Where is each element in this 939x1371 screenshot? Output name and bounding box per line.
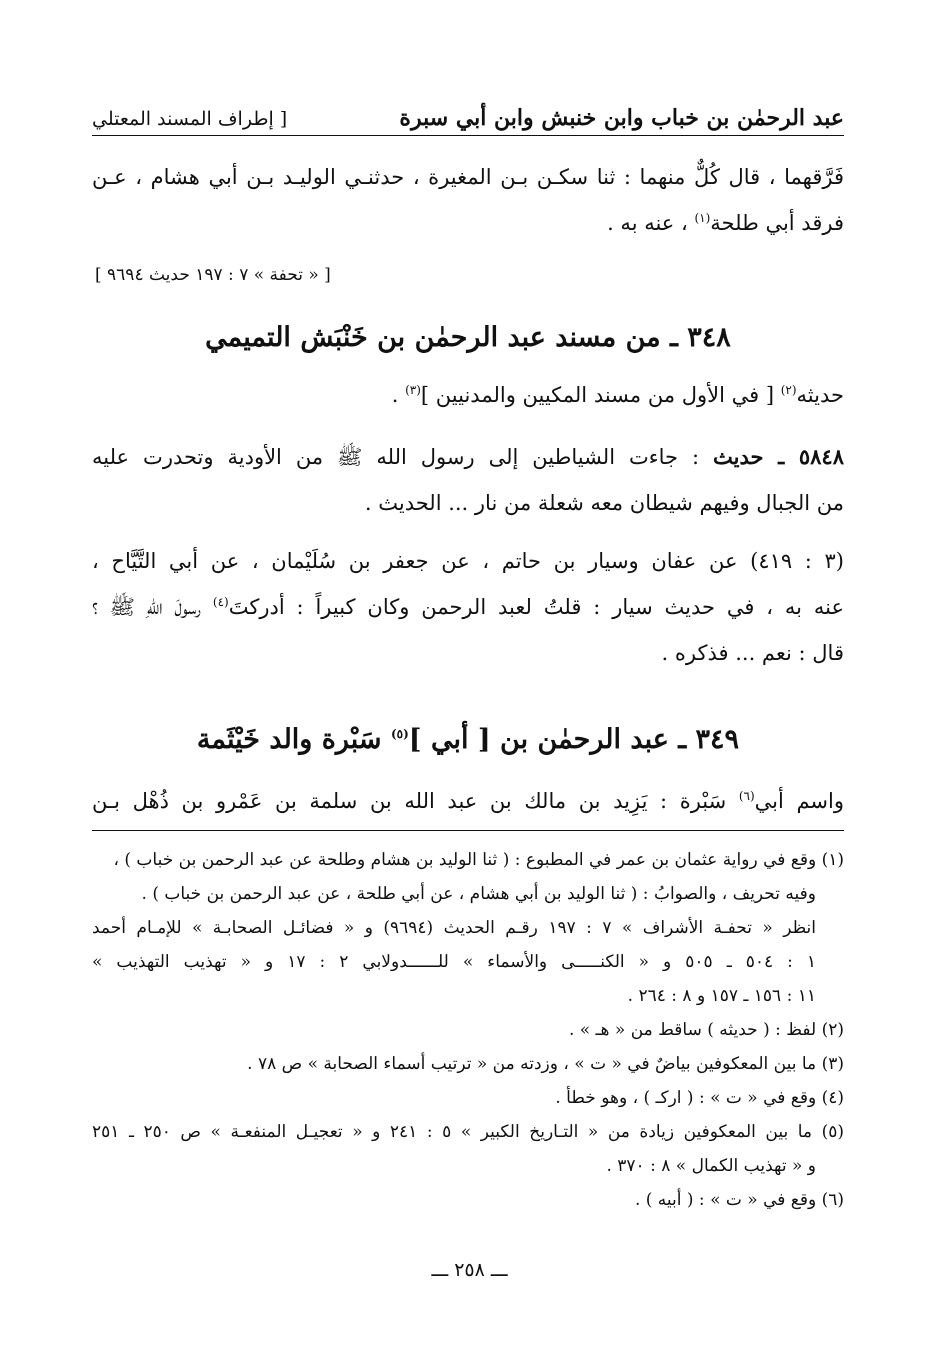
page-number: ـــ ٢٥٨ ـــ [431, 1259, 508, 1281]
intro-line-2-end: ، عنه به . [607, 211, 695, 235]
tuhfa-reference: [ « تحفة » ٧ : ١٩٧ حديث ٩٦٩٤ ] [95, 265, 331, 285]
note-text-c: . [391, 383, 406, 407]
footnote-ref-2: (٢) [780, 383, 797, 397]
footnote-line: وفيه تحريف ، والصوابُ : ( ثنا الوليد بن أبي هشام ، عن أبي طلحة ، عن عبد الرحمن بن خباب ) . [141, 884, 816, 904]
section-348-heading: ٣٤٨ ـ من مسند عبد الرحمٰن بن خَنْبَش التميمي [205, 322, 731, 353]
footnotes [92, 843, 844, 1217]
intro-line-2 [92, 200, 844, 246]
footnote-line: (١) وقع في رواية عثمان بن عمر في المطبوع : ( ثنا الوليد بن هشام وطلحة عن عبد الرحمن بن خباب ) ، [113, 850, 844, 870]
footnote-line: (٣) ما بين المعكوفين بياضٌ في « ت » ، وزدته من « ترتيب أسماء الصحابة » ص ٧٨ . [247, 1054, 844, 1074]
footnote-ref-3: (٣) [405, 383, 421, 397]
section-349-heading [92, 720, 844, 760]
chain-line-3: قال : نعم ... فذكره . [661, 641, 844, 665]
footnote-ref-4: (٤) [212, 595, 229, 609]
running-header [92, 103, 844, 136]
section-349-line-b: سَبْرة : يَزِيد بن مالك بن عبد الله بن سلمة بن عَمْرو بن ذُهْل بـن [92, 789, 739, 813]
section-349-heading-a: ٣٤٩ ـ عبد الرحمٰن بن [ أبي ] [408, 724, 740, 755]
hadith-line-2: من الجبال وفيهم شيطان معه شعلة من نار ... الحديث . [364, 491, 844, 515]
note-text-a: حديثه [796, 383, 844, 407]
footnote-ref-1: (١) [694, 211, 711, 225]
chain-line-2-end: رسولَ اللهِ ﷺ ؟ [92, 595, 213, 619]
header-title: عبد الرحمٰن بن خباب وابن خنبش وابن أبي سبرة [399, 105, 844, 131]
intro-paragraph [92, 154, 844, 246]
intro-line-1: فَرَّقهما ، قال كُلٌّ منهما : ثنا سكـن بـن المغيرة ، حدثنـي الوليـد بـن أبي هشام ، عـن [92, 165, 844, 189]
note-text-b: [ في الأول من مسند المكيين والمدنيين ] [420, 383, 781, 407]
hadith-number: ٥٨٤٨ ـ حديث [713, 444, 844, 469]
section-349-heading-b: سَبْرة والد خَيْثَمة [196, 724, 391, 755]
footnote-line: (٤) وقع في « ت » : ( اركـ ) ، وهو خطأ . [555, 1088, 844, 1108]
intro-line-2-text: فرقد أبي طلحة [710, 211, 844, 235]
hadith-chain [92, 538, 844, 676]
footnote-line: (٦) وقع في « ت » : ( أبيه ) . [634, 1190, 844, 1210]
section-348-note [92, 372, 844, 418]
footnote-line: انظر « تحفـة الأشراف » ٧ : ١٩٧ رقـم الحديث (٩٦٩٤) و « فضائـل الصحابـة » للإمـام أحمد [92, 918, 816, 938]
hadith-line-1 [92, 434, 844, 480]
footnote-line: ١ : ٥٠٤ ـ ٥٠٥ و « الكنـــــى والأسماء » للــــــدولابي ٢ : ١٧ و « تهذيب التهذيب » [92, 952, 817, 972]
header-book-title: [ إطراف المسند المعتلي [92, 108, 288, 130]
footnote-ref-6: (٦) [738, 789, 755, 803]
section-349-text [92, 778, 844, 831]
section-348-note-line [92, 372, 844, 418]
chain-line-2-text: عنه به ، في حديث سيار : قلتُ لعبد الرحمن وكان كبيراً : أدركتَ [228, 595, 844, 619]
section-349-line-a: واسم أبي [754, 789, 845, 813]
footnote-line: (٥) ما بين المعكوفين زيادة من « التـاريخ الكبير » ٥ : ٢٤١ و « تعجيـل المنفعـة » ص ٢٥٠ ـ ٢٥١ [92, 1122, 844, 1142]
hadith-5848 [92, 434, 844, 526]
section-349-line [92, 778, 844, 831]
footnote-ref-5: (٥) [390, 727, 409, 741]
chain-line-1: (٣ : ٤١٩) عن عفان وسيار بن حاتم ، عن جعفر بن سُلَيْمان ، عن أبي التَّيَّاح ، [92, 549, 844, 573]
footnote-line: و « تهذيب الكمال » ٨ : ٣٧٠ . [606, 1156, 816, 1176]
footnote-line: ١١ : ١٥٦ ـ ١٥٧ و ٨ : ٢٦٤ . [627, 986, 816, 1006]
chain-line-2 [92, 584, 844, 630]
hadith-line-1-text: : جاءت الشياطين إلى رسول الله ﷺ من الأودية وتحدرت عليه [92, 445, 714, 469]
footnote-line: (٢) لفظ : ( حديثه ) ساقط من « هـ » . [568, 1020, 844, 1040]
